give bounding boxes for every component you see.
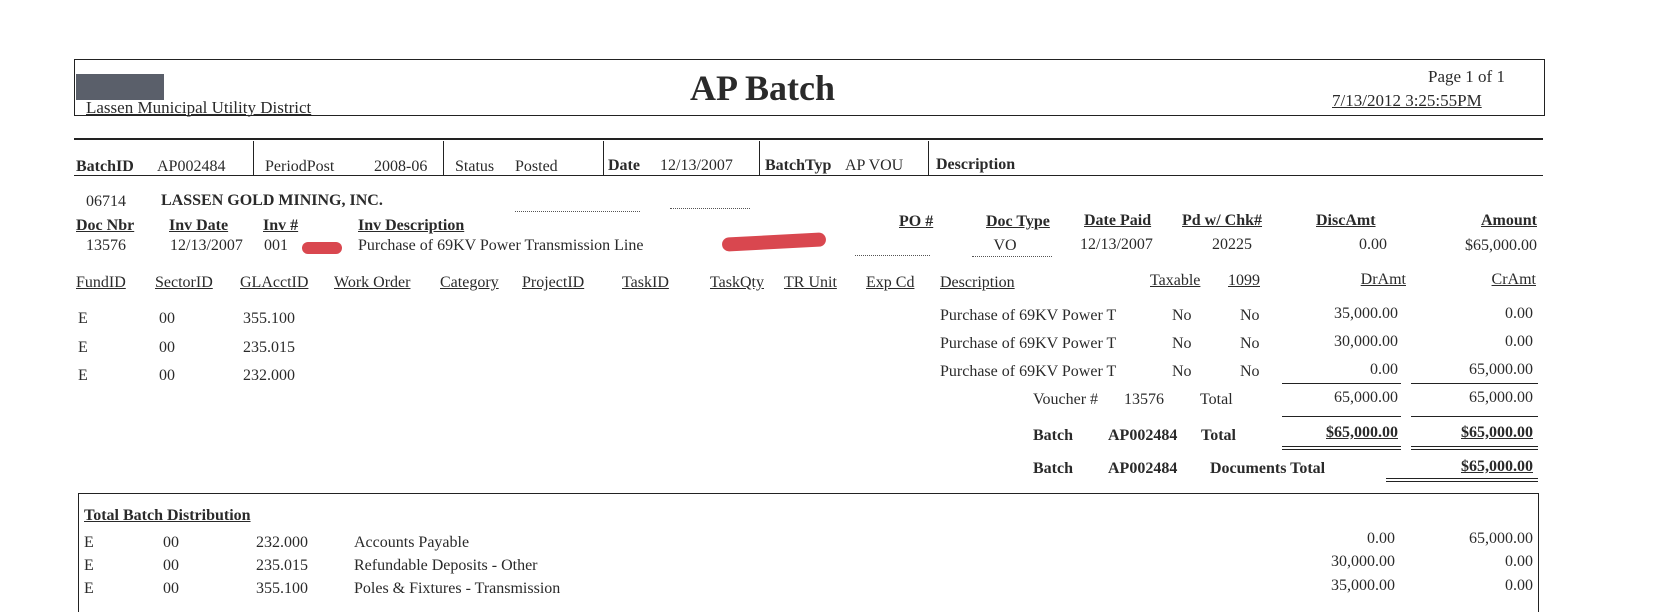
company-name: Lassen Municipal Utility District <box>86 98 312 117</box>
batch-dr-total: $65,000.00 <box>1326 424 1398 441</box>
taxable-cell: No <box>1172 335 1192 352</box>
redaction-mark <box>722 232 827 251</box>
gl-cell: 232.000 <box>256 534 308 551</box>
sector-cell: 00 <box>159 367 175 384</box>
vendor-dotted-rule <box>515 211 640 212</box>
sector-cell: 00 <box>163 580 179 597</box>
batch-docs-id: AP002484 <box>1108 460 1178 477</box>
status-label: Status <box>455 158 495 175</box>
col-category: Category <box>440 274 499 291</box>
redaction-mark <box>302 242 342 254</box>
batch-bar-divider <box>928 141 929 175</box>
periodpost-value: 2008-06 <box>374 158 428 175</box>
t1099-cell: No <box>1240 335 1260 352</box>
print-timestamp: 7/13/2012 3:25:55PM <box>1332 91 1482 110</box>
report-title: AP Batch <box>690 68 836 108</box>
col-projectid: ProjectID <box>522 274 585 291</box>
cr-cell: 0.00 <box>1505 553 1533 570</box>
subtotal-rule <box>1411 383 1538 384</box>
batch-docs-total-label: Documents Total <box>1210 460 1326 477</box>
account-name: Accounts Payable <box>354 534 470 551</box>
col-inv-num: Inv # <box>263 217 299 234</box>
sector-cell: 00 <box>163 557 179 574</box>
gl-cell: 235.015 <box>243 339 295 356</box>
inv-date: 12/13/2007 <box>170 237 243 254</box>
redacted-logo <box>76 74 164 100</box>
gl-cell: 232.000 <box>243 367 295 384</box>
batch-docs-label: Batch <box>1033 460 1073 477</box>
col-work-order: Work Order <box>334 274 411 291</box>
fund-cell: E <box>78 367 88 384</box>
col-description: Description <box>940 274 1015 291</box>
gl-cell: 355.100 <box>243 310 295 327</box>
batch-bar-top-rule <box>74 138 1543 140</box>
double-rule <box>1386 481 1538 482</box>
voucher-dr-total: 65,000.00 <box>1334 389 1398 406</box>
col-amount: Amount <box>1480 212 1537 229</box>
taxable-cell: No <box>1172 307 1192 324</box>
subtotal-rule <box>1282 383 1401 384</box>
cr-cell: 0.00 <box>1505 305 1533 322</box>
total-rule <box>1282 416 1401 417</box>
batch-cr-total: $65,000.00 <box>1461 424 1533 441</box>
periodpost-label: PeriodPost <box>265 158 335 175</box>
description-label: Description <box>936 156 1016 173</box>
fund-cell: E <box>84 580 94 597</box>
col-taskid: TaskID <box>622 274 669 291</box>
inv-description: Purchase of 69KV Power Transmission Line <box>358 237 644 254</box>
double-rule <box>1411 446 1538 447</box>
check-number: 20225 <box>1212 236 1252 253</box>
date-label: Date <box>608 157 640 174</box>
col-taskqty: TaskQty <box>710 274 764 291</box>
page-number: Page 1 of 1 <box>1428 67 1505 86</box>
date-paid: 12/13/2007 <box>1080 236 1153 253</box>
batch-bar-divider <box>603 141 604 175</box>
double-rule <box>1386 478 1538 479</box>
total-batch-distribution-title: Total Batch Distribution <box>84 507 251 524</box>
fund-cell: E <box>84 557 94 574</box>
vendor-name: LASSEN GOLD MINING, INC. <box>161 192 383 209</box>
cr-cell: 65,000.00 <box>1469 361 1533 378</box>
batchid-value: AP002484 <box>157 158 226 175</box>
sector-cell: 00 <box>159 339 175 356</box>
batch-bar-divider <box>443 141 444 175</box>
cr-cell: 65,000.00 <box>1469 530 1533 547</box>
double-rule <box>1282 449 1401 450</box>
batch-id: AP002484 <box>1108 427 1178 444</box>
dr-cell: 0.00 <box>1370 361 1398 378</box>
account-name: Poles & Fixtures - Transmission <box>354 580 561 597</box>
batchtyp-label: BatchTyp <box>765 157 832 174</box>
voucher-label: Voucher # <box>1033 391 1099 408</box>
col-doc-nbr: Doc Nbr <box>76 217 135 234</box>
col-inv-date: Inv Date <box>169 217 229 234</box>
batchid-label: BatchID <box>76 158 134 175</box>
t1099-cell: No <box>1240 363 1260 380</box>
dr-cell: 30,000.00 <box>1331 553 1395 570</box>
dr-cell: 0.00 <box>1367 530 1395 547</box>
col-dramt: DrAmt <box>1360 271 1406 288</box>
account-name: Refundable Deposits - Other <box>354 557 538 574</box>
fund-cell: E <box>78 310 88 327</box>
doc-type: VO <box>993 237 1017 254</box>
total-rule <box>1411 416 1538 417</box>
cr-cell: 0.00 <box>1505 333 1533 350</box>
batchtyp-value: AP VOU <box>845 157 904 174</box>
voucher-cr-total: 65,000.00 <box>1469 389 1533 406</box>
po-dotted-rule <box>855 255 930 256</box>
batch-bar-divider <box>253 141 254 175</box>
sector-cell: 00 <box>159 310 175 327</box>
sector-cell: 00 <box>163 534 179 551</box>
vendor-id: 06714 <box>86 193 126 210</box>
desc-cell: Purchase of 69KV Power T <box>940 307 1117 324</box>
col-fundid: FundID <box>76 274 126 291</box>
col-exp-cd: Exp Cd <box>866 274 915 291</box>
voucher-number: 13576 <box>1124 391 1164 408</box>
col-cramt: CrAmt <box>1491 271 1536 288</box>
double-rule <box>1282 446 1401 447</box>
col-taxable: Taxable <box>1150 272 1201 289</box>
col-date-paid: Date Paid <box>1084 212 1152 229</box>
doc-nbr: 13576 <box>86 237 126 254</box>
batch-label: Batch <box>1033 427 1073 444</box>
desc-cell: Purchase of 69KV Power T <box>940 363 1117 380</box>
t1099-cell: No <box>1240 307 1260 324</box>
taxable-cell: No <box>1172 363 1192 380</box>
col-po-num: PO # <box>899 213 934 230</box>
fund-cell: E <box>84 534 94 551</box>
dr-cell: 35,000.00 <box>1331 577 1395 594</box>
batch-docs-cr-total: $65,000.00 <box>1461 458 1533 475</box>
voucher-total-label: Total <box>1200 391 1233 408</box>
vendor-dotted-rule <box>670 208 750 209</box>
dr-cell: 30,000.00 <box>1334 333 1398 350</box>
col-pd-w-chk: Pd w/ Chk# <box>1182 212 1263 229</box>
batch-total-label: Total <box>1201 427 1236 444</box>
gl-cell: 235.015 <box>256 557 308 574</box>
gl-cell: 355.100 <box>256 580 308 597</box>
col-inv-description: Inv Description <box>358 217 465 234</box>
desc-cell: Purchase of 69KV Power T <box>940 335 1117 352</box>
fund-cell: E <box>78 339 88 356</box>
cr-cell: 0.00 <box>1505 577 1533 594</box>
double-rule <box>1411 449 1538 450</box>
disc-amt: 0.00 <box>1359 236 1387 253</box>
col-doc-type: Doc Type <box>986 213 1050 230</box>
doc-type-dotted-rule <box>972 256 1052 257</box>
col-sectorid: SectorID <box>155 274 213 291</box>
doc-amount: $65,000.00 <box>1465 237 1537 254</box>
dr-cell: 35,000.00 <box>1334 305 1398 322</box>
inv-num: 001 <box>264 237 288 254</box>
status-value: Posted <box>515 158 558 175</box>
col-tr-unit: TR Unit <box>784 274 837 291</box>
date-value: 12/13/2007 <box>660 157 733 174</box>
col-1099: 1099 <box>1228 272 1260 289</box>
col-glacctid: GLAcctID <box>240 274 309 291</box>
col-disc-amt: DiscAmt <box>1316 212 1376 229</box>
batch-bar-divider <box>759 141 760 175</box>
